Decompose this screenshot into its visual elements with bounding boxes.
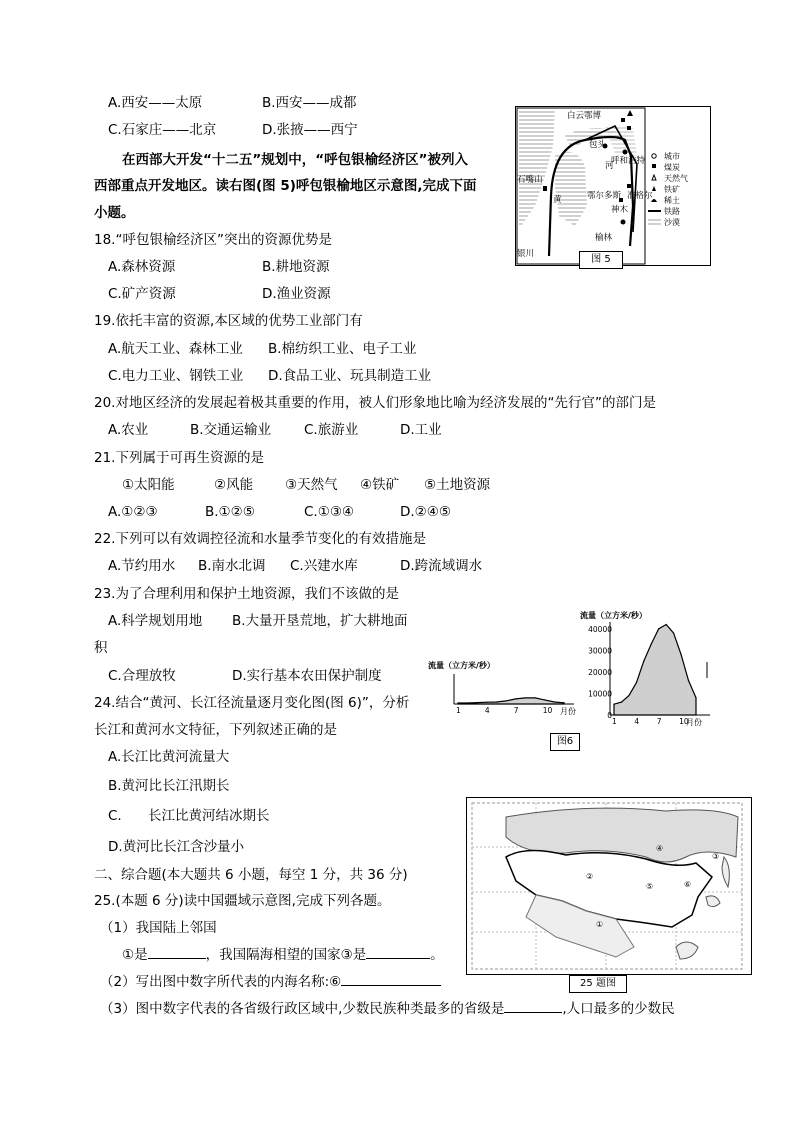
fig5-label-yinchuan: 银川	[517, 249, 535, 259]
q23-option-d: D.实行基本农田保护制度	[232, 668, 382, 684]
fig6-right-point-4	[636, 682, 637, 683]
fig6-right-xlabel: 月份	[686, 718, 702, 727]
q24-option-c-letter: C.	[108, 808, 122, 824]
fig6-right-point-8	[666, 624, 667, 625]
q21-option-d: D.②④⑤	[400, 504, 451, 520]
q21-item-2: ②风能	[214, 477, 254, 493]
q22-option-b: B.南水北调	[198, 558, 266, 574]
q24-option-c: 长江比黄河结冰期长	[148, 808, 270, 824]
q25-blank-1-label: ①是	[122, 947, 148, 963]
fig6-right-point-2	[621, 702, 622, 703]
fig6-right-ytick-30000: 30000	[588, 646, 612, 656]
fig25-num-2: ②	[586, 872, 594, 881]
fig6-right-point-7	[658, 628, 659, 629]
fig5-label-hohhot: 呼和浩特	[611, 156, 646, 166]
fig6-left-ylabel: 流量（立方米/秒）	[428, 661, 495, 670]
q21-option-b: B.①②⑤	[205, 504, 255, 520]
q25-part-1: （1）我国陆上邻国	[100, 920, 217, 936]
q24-option-d: D.黄河比长江含沙量小	[108, 839, 245, 855]
fig6-left-point-4	[486, 702, 487, 703]
fig6-right-xtick-7: 7	[656, 717, 662, 726]
fig5-city-yulin	[621, 220, 626, 225]
fig6-left-point-6	[506, 700, 507, 701]
intro-line-2: 西部重点开发地区。读右图(图 5)呼包银榆地区示意图,完成下面	[94, 178, 477, 194]
fig6-left-plot	[456, 697, 565, 715]
q21-item-4: ④铁矿	[360, 477, 400, 493]
q22-stem: 22.下列可以有效调控径流和水量季节变化的有效措施是	[94, 531, 426, 547]
fig5-label-baotou: 包头	[589, 140, 607, 150]
fig6-right-point-9	[673, 633, 674, 634]
q19-stem: 19.依托丰富的资源,本区域的优势工业部门有	[94, 313, 363, 329]
q20-option-b: B.交通运输业	[190, 422, 272, 438]
q25-part-1-end: 。	[430, 947, 444, 963]
figure-5-svg	[515, 106, 711, 266]
fig6-right-ylabel: 流量（立方米/秒）	[580, 611, 647, 620]
q24-option-a: A.长江比黄河流量大	[108, 749, 230, 765]
fig25-num-1: ①	[596, 920, 604, 929]
q19-option-a: A.航天工业、森林工业	[108, 341, 243, 357]
fig5-city-hohhot	[623, 150, 628, 155]
fig6-left-xtick-7: 7	[513, 706, 519, 715]
fig25-num-5: ⑤	[646, 882, 654, 891]
fig6-right-ytick-40000: 40000	[588, 624, 612, 634]
fig5-legend-coal-symbol	[652, 164, 656, 168]
q18-option-a: A.森林资源	[108, 259, 176, 275]
figure-5-map	[515, 106, 711, 266]
fig6-left-point-3	[477, 702, 478, 703]
q20-option-a: A.农业	[108, 422, 149, 438]
fig5-label-he: 河	[605, 161, 614, 171]
figure-6-svg	[424, 600, 720, 750]
q17-option-d: D.张掖——西宁	[262, 122, 358, 138]
fig6-right-xtick-1: 1	[612, 717, 617, 726]
q23-option-b-cont: 积	[94, 640, 108, 656]
q21-item-1: ①太阳能	[122, 477, 175, 493]
fig6-left-point-10	[544, 699, 545, 700]
q25-part-1-line	[122, 946, 444, 964]
q25-blank-province[interactable]	[504, 1012, 562, 1013]
fig6-right-point-3	[628, 695, 629, 696]
q20-option-c: C.旅游业	[304, 422, 359, 438]
q24-stem-2: 长江和黄河水文特征，下列叙述正确的是	[94, 722, 337, 738]
fig5-label-baiyun-ebo: 白云鄂博	[567, 111, 602, 121]
fig25-num-3: ③	[712, 852, 720, 861]
q25-part-3-label: （3）图中数字代表的各省级行政区域中,少数民族种类最多的省级是	[100, 1001, 505, 1017]
q18-option-b: B.耕地资源	[262, 259, 330, 275]
q17-option-b: B.西安——成都	[262, 95, 357, 111]
q17-option-c: C.石家庄——北京	[108, 122, 217, 138]
fig5-label-shizuishan: 石嘴山	[517, 175, 543, 185]
fig6-right-ytick-10000: 10000	[588, 689, 612, 699]
fig6-left-xtick-1: 1	[456, 706, 461, 715]
fig5-coal-mark-2	[627, 126, 631, 130]
fig6-right-xtick-4: 4	[634, 717, 640, 726]
fig5-label-yulin: 榆林	[595, 233, 613, 243]
fig6-left-point-7	[515, 698, 516, 699]
intro-line-1: 在西部大开发“十二五”规划中，“呼包银榆经济区”被列入	[122, 152, 468, 168]
q25-part-3-cont: ,人口最多的少数民	[562, 1001, 675, 1017]
fig5-label-shenmu: 神木	[611, 205, 629, 215]
fig6-left-point-5	[496, 701, 497, 702]
fig5-label-huang: 黄	[553, 195, 562, 205]
fig5-legend-railway: 铁路	[664, 207, 680, 216]
fig5-legend-iron: 铁矿	[664, 185, 680, 194]
fig6-right-series-area	[614, 625, 696, 716]
figure-25-caption: 25 题图	[569, 975, 627, 993]
q21-item-3: ③天然气	[285, 477, 338, 493]
q24-stem-1: 24.结合“黄河、长江径流量逐月变化图(图 6)”，分析	[94, 695, 410, 711]
fig6-left-point-12	[563, 702, 564, 703]
q21-option-a: A.①②③	[108, 504, 158, 520]
q21-option-c: C.①③④	[304, 504, 355, 520]
fig5-coal-mark-5	[543, 186, 547, 191]
q18-stem: 18.“呼包银榆经济区”突出的资源优势是	[94, 232, 332, 248]
q19-option-b: B.棉纺织工业、电子工业	[268, 341, 417, 357]
q22-option-a: A.节约用水	[108, 558, 176, 574]
fig6-left-series-area	[458, 698, 564, 704]
fig5-legend-rare-earth: 稀土	[664, 196, 680, 205]
q18-option-d: D.渔业资源	[262, 286, 331, 302]
fig25-num-6: ⑥	[684, 880, 692, 889]
q23-stem: 23.为了合理利用和保护土地资源，我们不该做的是	[94, 586, 399, 602]
q25-stem: 25.(本题 6 分)读中国疆域示意图,完成下列各题。	[94, 893, 391, 909]
fig6-right-point-1	[613, 704, 614, 705]
fig6-right-point-6	[651, 643, 652, 644]
q25-blank-6[interactable]	[341, 985, 441, 986]
q19-option-c: C.电力工业、钢铁工业	[108, 368, 244, 384]
q25-blank-1[interactable]	[148, 958, 206, 959]
fig5-legend-coal: 煤炭	[664, 163, 680, 172]
fig6-left-point-9	[535, 697, 536, 698]
fig6-right-point-10	[681, 654, 682, 655]
q23-option-a: A.科学规划用地	[108, 613, 203, 629]
q21-item-5: ⑤土地资源	[424, 477, 491, 493]
q17-option-a: A.西安——太原	[108, 95, 203, 111]
fig6-left-xlabel: 月份	[560, 707, 576, 716]
figure-6-charts	[424, 600, 720, 750]
fig5-coal-mark-1	[621, 118, 625, 122]
q25-part-3	[100, 1000, 675, 1018]
fig6-right-point-12	[695, 697, 696, 698]
fig5-legend-city: 城市	[664, 152, 680, 161]
q22-option-c: C.兴建水库	[290, 558, 358, 574]
fig6-left-point-2	[467, 702, 468, 703]
fig6-left-point-8	[525, 697, 526, 698]
figure-6-caption: 图6	[550, 733, 580, 751]
fig6-right-xtick-10: 10	[679, 717, 689, 726]
fig6-right-point-11	[688, 680, 689, 681]
q23-option-c: C.合理放牧	[108, 668, 176, 684]
fig6-left-xtick-10: 10	[542, 706, 553, 715]
figure-5-caption: 图 5	[579, 251, 623, 269]
fig6-left-point-11	[554, 701, 555, 702]
fig6-left-xtick-4: 4	[484, 706, 490, 715]
fig5-label-zhungeer: 准格尔	[627, 191, 653, 201]
q23-option-b: B.大量开垦荒地，扩大耕地面	[232, 613, 408, 629]
fig5-legend-desert-symbol	[648, 219, 661, 225]
q20-option-d: D.工业	[400, 422, 442, 438]
q21-stem: 21.下列属于可再生资源的是	[94, 450, 264, 466]
q22-option-d: D.跨流域调水	[400, 558, 483, 574]
fig5-coal-mark-3	[627, 184, 631, 188]
q25-blank-3-label: ，我国隔海相望的国家③是	[205, 947, 367, 963]
fig6-right-point-5	[643, 661, 644, 662]
fig25-num-4: ④	[656, 844, 664, 853]
q25-part-2	[100, 973, 441, 991]
figure-25-svg	[466, 797, 752, 975]
q18-option-c: C.矿产资源	[108, 286, 176, 302]
figure-25-map	[466, 797, 752, 975]
fig5-label-ordos: 鄂尔多斯	[587, 191, 622, 201]
q25-part-2-label: （2）写出图中数字所代表的内海名称:⑥	[100, 974, 342, 990]
q24-option-b: B.黄河比长江汛期长	[108, 778, 230, 794]
q19-option-d: D.食品工业、玩具制造工业	[268, 368, 432, 384]
fig6-right-ytick-0: 0	[607, 711, 612, 720]
intro-line-3: 小题。	[94, 205, 135, 221]
fig6-left-point-1	[457, 702, 458, 703]
q20-stem: 20.对地区经济的发展起着极其重要的作用，被人们形象地比喻为经济发展的“先行官”的部门是	[94, 395, 656, 411]
fig6-right-plot	[588, 624, 696, 726]
fig5-legend-desert: 沙漠	[664, 218, 680, 227]
q25-blank-3[interactable]	[366, 958, 430, 959]
fig5-legend-gas: 天然气	[664, 174, 688, 183]
section-2-heading: 二、综合题(本大题共 6 小题，每空 1 分，共 36 分)	[94, 867, 408, 883]
fig6-right-ytick-20000: 20000	[588, 667, 612, 677]
